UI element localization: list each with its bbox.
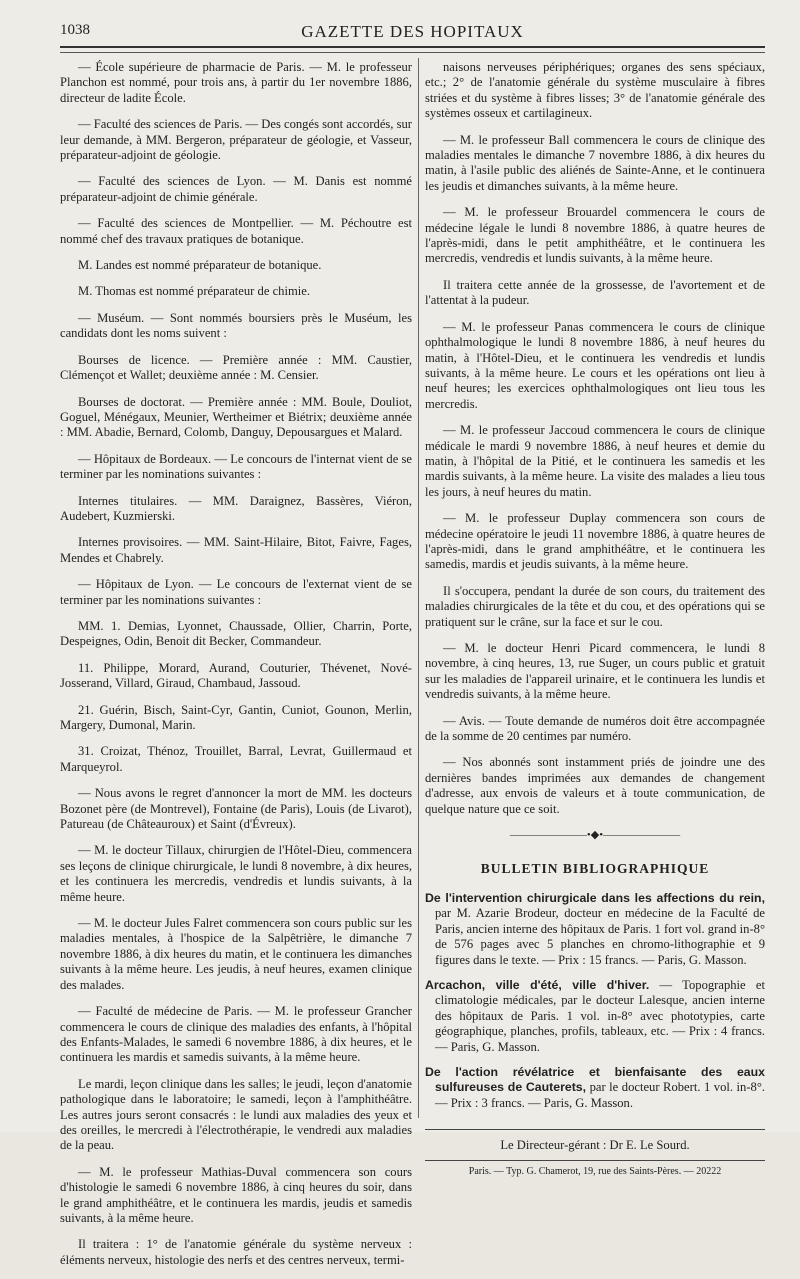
right-paragraph: — M. le professeur Duplay commencera son cours de médecine opératoire le jeudi 11 novembre 1886, à quatre heures de l'après-midi, dans le grand amphithéâtre, et le continuera les samedis, mardis et jeudis suivants, à la même heure.: [425, 511, 765, 572]
column-divider: [418, 58, 419, 1118]
left-paragraph: — Faculté des sciences de Montpellier. — M. Péchoutre est nommé chef des travaux pratiques de botanique.: [60, 216, 412, 246]
right-paragraph: — M. le professeur Jaccoud commencera le cours de clinique médicale le mardi 9 novembre 1886, à neuf heures et demie du matin, à l'hôpital de la Pitié, et le continuera les samedis et les mardis suivants, à la même heure. La visite des malades a lieu tous les jours, à neuf heures du matin.: [425, 423, 765, 499]
bibliography-list: [425, 891, 765, 1111]
left-column: [60, 60, 412, 1279]
left-paragraph: 21. Guérin, Bisch, Saint-Cyr, Gantin, Cuniot, Gounon, Merlin, Margery, Dumonal, Marin.: [60, 702, 412, 732]
left-paragraph: M. Thomas est nommé préparateur de chimie.: [78, 284, 310, 299]
bibliography-entry: [425, 978, 765, 1055]
right-paragraph: — M. le docteur Henri Picard commencera, le lundi 8 novembre, à cinq heures, 13, rue Suger, un cours public et gratuit sur les maladies de l'appareil urinaire, et le continuera les lundis et vendredis suivants, à la même heure.: [425, 641, 765, 702]
left-paragraph: — Faculté des sciences de Paris. — Des congés sont accordés, sur leur demande, à MM. Bergeron, préparateur de géologie, et Vasseur, préparateur-adjoint de géologie.: [60, 117, 412, 163]
left-paragraph: — M. le docteur Tillaux, chirurgien de l'Hôtel-Dieu, commencera ses leçons de clinique chirurgicale, le lundi 8 novembre, à dix heures, et les continuera les mercredis, vendredis et lundis suivants, à la même heure.: [60, 843, 412, 904]
left-paragraph: — Faculté de médecine de Paris. — M. le professeur Grancher commencera le cours de clinique des maladies des enfants, à l'hôpital des Enfants-Malades, le samedi 6 novembre 1886, à dix heures, et le continuera les mardis et samedis suivants, à la même heure.: [60, 1004, 412, 1065]
left-paragraph: — École supérieure de pharmacie de Paris. — M. le professeur Planchon est nommé, pour trois ans, à partir du 1er novembre 1886, directeur de ladite École.: [60, 60, 412, 105]
right-column: [425, 60, 765, 1179]
left-paragraph: 31. Croizat, Thénoz, Trouillet, Barral, Levrat, Guillermaud et Marqueyrol.: [60, 744, 412, 774]
left-paragraph: — M. le docteur Jules Falret commencera son cours public sur les maladies mentales, à l'hospice de la Salpêtrière, le dimanche 7 novembre 1886, à dix heures du matin, et le continuera les dimanches suivants à la même heure. Les jeudis, à neuf heures, examen clinique des malades.: [60, 916, 412, 992]
header-rule: [60, 46, 765, 48]
bibliography-entry: [425, 891, 765, 968]
bibliography-entry-details: par le docteur Robert. 1 vol. in-8°. — Prix : 3 francs. — Paris, G. Masson.: [435, 1080, 765, 1110]
bibliography-entry-details: par M. Azarie Brodeur, docteur en médecine de la Faculté de Paris, ancien interne des hôpitaux de Paris. 1 fort vol. grand in-8° de 576 pages avec 5 planches en chromo-lithographie et 9 figures dans le texte. — Prix : 15 francs. — Paris, G. Masson.: [435, 906, 765, 967]
left-paragraph: — Faculté des sciences de Lyon. — M. Danis est nommé préparateur-adjoint de chimie générale.: [60, 174, 412, 204]
bibliography-entry-details: — Topographie et climatologie médicales, par le docteur Lalesque, ancien interne des hôpitaux de Paris. 1 vol. in-8° avec phototypies, carte géographique, planches, profils, tableaux, etc. — Prix : 4 francs. — Paris, G. Masson.: [435, 977, 765, 1054]
bibliography-entry-title: De l'action révélatrice et bienfaisante des eaux sulfureuses de Cauterets,: [425, 1064, 765, 1095]
bulletin-title: BULLETIN BIBLIOGRAPHIQUE: [480, 861, 710, 877]
left-paragraph: Bourses de doctorat. — Première année : MM. Boule, Douliot, Goguel, Ménégaux, Meunier, Wertheimer et Biétrix; deuxième année : MM. Abadie, Bernard, Colomb, Danguy, Depousargues et Malard.: [60, 394, 412, 440]
right-paragraph: Il traitera cette année de la grossesse, de l'avortement et de l'attentat à la pudeur.: [425, 277, 765, 308]
right-paragraph: — Nos abonnés sont instamment priés de joindre une des dernières bandes imprimées aux demandes de changement d'adresse, aux envois de valeurs et à toute communication, de quelque nature que ce soit.: [425, 755, 765, 816]
left-paragraph: Internes provisoires. — MM. Saint-Hilaire, Bitot, Faivre, Fages, Mendes et Chabrely.: [60, 535, 412, 565]
left-paragraph: Bourses de licence. — Première année : MM. Caustier, Clémençot et Wallet; deuxième année : M. Censier.: [60, 352, 412, 383]
page-number: 1038: [60, 22, 90, 38]
left-paragraph: — Hôpitaux de Lyon. — Le concours de l'externat vient de se terminer par les nominations suivantes :: [60, 577, 412, 607]
left-paragraph: Le mardi, leçon clinique dans les salles; le jeudi, leçon d'anatomie pathologique dans le laboratoire; le samedi, leçon à l'amphithéâtre. Les autres jours seront consacrés : le lundi aux maladies des yeux et des oreilles, le mercredi à l'électrothérapie, le vendredi aux maladies de la peau.: [60, 1076, 412, 1153]
right-paragraph: — M. le professeur Brouardel commencera le cours de médecine légale le lundi 8 novembre 1886, à quatre heures de l'après-midi, dans le petit amphithéâtre, et le continuera les mercredis, vendredis et lundis suivants, à la même heure.: [425, 205, 765, 266]
right-paragraph: — M. le professeur Ball commencera le cours de clinique des maladies mentales le dimanche 7 novembre 1886, à dix heures du matin, à l'asile public des aliénés de Sainte-Anne, et le continuera les jeudis et dimanches suivants, à la même heure.: [425, 132, 765, 193]
bibliography-entry-title: De l'intervention chirurgicale dans les affections du rein,: [425, 890, 765, 905]
journal-title: GAZETTE DES HOPITAUX: [301, 22, 524, 41]
left-paragraph: 11. Philippe, Morard, Aurand, Couturier, Thévenet, Nové-Josserand, Villard, Giraud, Chambaud, Jassoud.: [60, 660, 412, 691]
bibliography-entry-title: Arcachon, ville d'été, ville d'hiver.: [425, 977, 650, 992]
left-paragraph: — Muséum. — Sont nommés boursiers près le Muséum, les candidats dont les noms suivent :: [60, 310, 412, 341]
left-paragraph: Il traitera : 1° de l'anatomie générale du système nerveux : éléments nerveux, histologie des nerfs et des centres nerveux, termi-: [60, 1237, 412, 1267]
right-paragraph: — M. le professeur Panas commencera le cours de clinique ophthalmologique le lundi 8 novembre 1886, à neuf heures du matin, à l'Hôtel-Dieu, et le continuera les vendredis et lundis suivants, à la même heure. Le cours et les opérations ont lieu à neuf heures; les exercices ophthalmologiques ont lieu tous les mercredis.: [425, 319, 765, 411]
right-paragraph: Il s'occupera, pendant la durée de son cours, du traitement des maladies chirurgicales de la tête et du cou, et des opérations qui se pratiquent sur le crâne, sur la face et sur le cou.: [425, 583, 765, 629]
left-paragraph: M. Landes est nommé préparateur de botanique.: [78, 258, 322, 273]
left-paragraph: — Nous avons le regret d'annoncer la mort de MM. les docteurs Bozonet père (de Montrevel), Fontaine (de Paris), Louis (de Livarot), Patureau (de Châteauroux) et Saint (d'Évreux).: [60, 786, 412, 832]
director-signature: Le Directeur-gérant : Dr E. Le Sourd.: [425, 1129, 765, 1153]
ornament-divider: ———————•◆•———————: [509, 829, 681, 842]
left-paragraph: Internes titulaires. — MM. Daraignez, Bassères, Viéron, Audebert, Kuzmierski.: [60, 493, 412, 523]
left-paragraph: — Hôpitaux de Bordeaux. — Le concours de l'internat vient de se terminer par les nominations suivantes :: [60, 451, 412, 482]
header-rule-thin: [60, 52, 765, 53]
right-paragraph: naisons nerveuses périphériques; organes des sens spéciaux, etc.; 2° de l'anatomie générale du système musculaire à fibres striées et du système à fibres lisses; 3° de l'anatomie générale des systèmes osseux et cartilagineux.: [425, 60, 765, 121]
bibliography-entry: [425, 1065, 765, 1111]
left-paragraph: — M. le professeur Mathias-Duval commencera son cours d'histologie le samedi 6 novembre 1886, à cinq heures du soir, dans le grand amphithéâtre, et le continuera les mardis, jeudis et samedis suivants, à la même heure.: [60, 1164, 412, 1225]
left-paragraph: MM. 1. Demias, Lyonnet, Chaussade, Ollier, Charrin, Porte, Despeignes, Odin, Benoit dit Becker, Commandeur.: [60, 618, 412, 649]
right-paragraph: — Avis. — Toute demande de numéros doit être accompagnée de la somme de 20 centimes par numéro.: [425, 713, 765, 744]
printer-line: Paris. — Typ. G. Chamerot, 19, rue des Saints-Pères. — 20222: [425, 1160, 765, 1179]
